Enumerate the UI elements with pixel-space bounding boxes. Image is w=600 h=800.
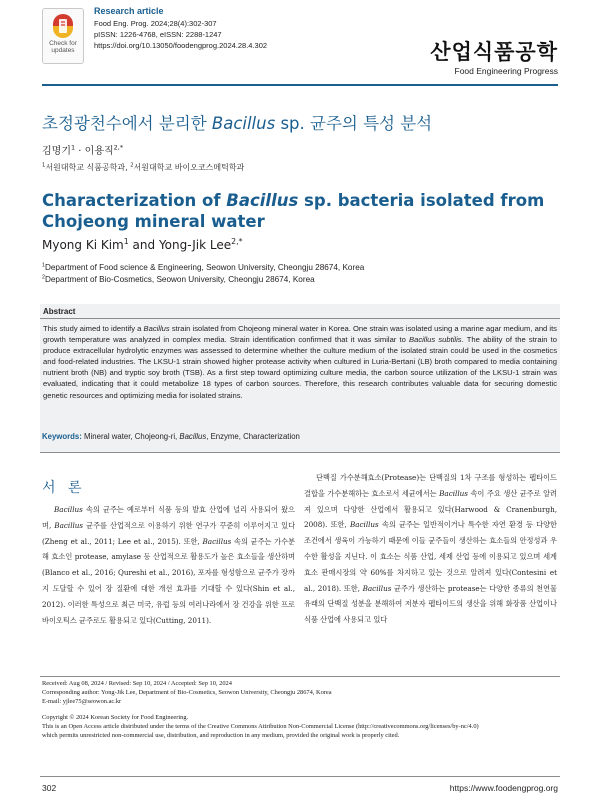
affil-text: Department of Bio-Cosmetics, Seowon University, Cheongju 28674, Korea xyxy=(44,275,315,284)
affil-sup: 2 xyxy=(42,274,45,281)
affil-text: 서원대학교 바이오코스메틱학과 xyxy=(133,163,245,172)
affiliations-korean xyxy=(42,162,244,173)
section-divider xyxy=(40,452,560,453)
keyword-text: , Enzyme, Characterization xyxy=(206,432,300,441)
affil-sup: 2 xyxy=(130,162,134,169)
author-name: Myong Ki Kim xyxy=(42,238,124,252)
article-type: Research article xyxy=(94,6,164,16)
doi-link[interactable]: https://doi.org/10.13050/foodengprog.2024.28.4.302 xyxy=(94,41,268,50)
page-bottom-divider xyxy=(40,776,560,777)
keyword-italic: Bacillus xyxy=(179,432,207,441)
body-column-left xyxy=(42,502,295,628)
author-separator: and xyxy=(128,238,159,252)
body-italic: Bacillus xyxy=(54,520,84,530)
affiliations-english xyxy=(42,262,364,286)
author-name: Yong-Jik Lee xyxy=(158,238,232,252)
journal-website-link[interactable]: https://www.foodengprog.org xyxy=(449,783,558,793)
body-italic: Bacillus xyxy=(202,536,232,546)
body-text: 균주를 산업적으로 이용하기 위한 연구가 꾸준히 이루어지고 있다(Zheng et al., 2011; Lee et al., 2015). 또한, xyxy=(42,520,296,546)
title-korean-part: 초정광천수에서 분리한 xyxy=(42,114,212,133)
title-english-part: Characterization of xyxy=(42,191,227,210)
abstract-heading: Abstract xyxy=(43,307,76,316)
body-column-right xyxy=(304,470,557,628)
abstract-text xyxy=(43,323,557,401)
title-english-part: sp. bacteria isolated from Chojeong mineral water xyxy=(42,191,545,231)
author-name: 김명기 xyxy=(42,146,71,157)
abstract-box xyxy=(40,304,560,452)
check-for-updates-badge[interactable] xyxy=(42,8,84,64)
copyright: Copyright © 2024 Korean Society for Food Engineering. xyxy=(42,713,189,721)
affiliation-line xyxy=(42,262,364,274)
author-name: 이용직 xyxy=(84,146,114,157)
journal-title-korean: 산업식품공학 xyxy=(430,40,558,64)
affil-sup: 1 xyxy=(42,162,46,169)
journal-title-english: Food Engineering Progress xyxy=(454,66,558,76)
title-korean xyxy=(42,110,432,134)
author-separator: · xyxy=(75,146,85,157)
header-divider xyxy=(42,84,558,86)
title-korean-part: sp. 균주의 특성 분석 xyxy=(275,114,433,133)
keywords xyxy=(42,432,300,441)
license-line: which permits unrestricted non-commercial use, distribution, and reproduction in any medium, provided the original work is properly cited. xyxy=(42,732,400,740)
abstract-italic: Bacillus subtilis xyxy=(409,335,462,345)
affiliation-line xyxy=(42,274,364,286)
body-text: 속의 균주는 일반적이거나 특수한 자연 환경 등 다양한 조건에서 생육이 가능하기 때문에 이들 균주들이 생산하는 효소들의 안정성과 우수한 활성을 지닌다. 이 효소는 식품 산업, 세제 산업 등에 이용되고 있으며 세계 효소 판매시장의 약 60%를 차지하고 있는 것으로 알려져 있다(Contesini et al., 2018). 또한, xyxy=(304,520,558,593)
title-english-genus: Bacillus xyxy=(226,191,299,210)
body-text: 속이 주요 생산 균주로 알려져 있으며 다양한 산업에서 활용되고 있다(Harwood & Cranenburgh, 2008). 또한, xyxy=(304,488,557,530)
footnote-divider xyxy=(40,676,560,677)
title-korean-genus: Bacillus xyxy=(211,114,276,133)
footnote-block xyxy=(42,679,562,740)
title-english xyxy=(42,190,562,232)
body-text: 균주가 생산하는 protease는 다양한 종류의 천연물 유래의 단백질 성분을 분해하여 저분자 펩타이드의 생산을 위해 화장품 산업이나 식품 산업에 사용되고 있다 xyxy=(304,583,557,625)
body-italic: Bacillus xyxy=(54,505,83,514)
body-italic: Bacillus xyxy=(349,520,379,530)
article-meta xyxy=(94,5,267,51)
keywords-label: Keywords: xyxy=(42,432,82,441)
page-number: 302 xyxy=(42,783,57,793)
keyword-text: Mineral water, Chojeong-ri, xyxy=(84,432,180,441)
check-for-updates-icon xyxy=(52,13,74,39)
body-text: 속의 균주는 예로부터 식품 등의 발효 산업에 널리 사용되어 왔으며, xyxy=(42,505,295,530)
issn: pISSN: 1226-4768, eISSN: 2288-1247 xyxy=(94,30,222,39)
abstract-part: strain isolated from Chojeong mineral water in Korea. One strain was isolated using a marine agar medium, and its growth temperature was analyzed in complex media. Strain identification confirmed that it was similar to xyxy=(43,324,557,345)
affil-text: 서원대학교 식품공학과, xyxy=(45,163,131,172)
check-for-updates-label: Check for updates xyxy=(49,40,77,54)
abstract-part: This study aimed to identify a xyxy=(43,324,144,333)
author-sup: 1 xyxy=(70,143,76,152)
affil-sup: 1 xyxy=(42,262,45,269)
article-dates: Received: Aug 08, 2024 / Revised: Sep 10, 2024 / Accepted: Sep 10, 2024 xyxy=(42,680,232,687)
abstract-italic: Bacillus xyxy=(143,324,170,333)
body-italic: Bacillus xyxy=(439,488,468,498)
license-line: This is an Open Access article distributed under the terms of the Creative Commons Attribution Non-Commercial License (http://creativecommons.org/licenses/by-nc/4.0) xyxy=(42,722,479,730)
author-sup: 2,* xyxy=(113,143,124,152)
citation: Food Eng. Prog. 2024;28(4):302-307 xyxy=(94,19,217,28)
body-text: 속의 균주는 가수분해 효소인 protease, amylase 등 산업적으로 활용도가 높은 효소들을 생산하며(Blanco et al., 2016; Qureshi et al., 2016), 포자를 형성함으로 균주가 장까지 도달할 수 있어 장 질환에 대한 개선 효과를 기대할 수 있다(Shin et al., 2012). 이러한 특성으로 최근 미국, 유럽 등의 여러나라에서 장 건강을 위한 프로바이오틱스 균주로도 활용되고 있다(Cutting, 2011). xyxy=(42,536,296,625)
authors-korean xyxy=(42,142,123,157)
abstract-part: . The ability of the strain to produce extracellular hydrolytic enzymes was assessed to determine whether the culture medium of the isolated strain could be used in the cosmetics and food-related industries. The LKSU-1 strain showed higher protease activity when cultured in Luria-Bertani (LB) broth compared to media containing nutrient broth (NB) and tryptic soy broth (TSB). As a first step toward optimizing culture media, the carbon source utilization of the LKSU-1 strain was evaluated, indicating that it could metabolize 18 types of carbon sources. Therefore, this research contributes valuable data for securing domestic genetic resources and optimizing media for isolated strains. xyxy=(43,335,557,400)
author-sup: 1 xyxy=(123,237,129,246)
email[interactable]: E-mail: yjlee75@seowon.ac.kr xyxy=(42,698,122,706)
affil-text: Department of Food science & Engineering, Seowon University, Cheongju 28674, Korea xyxy=(44,263,365,272)
corresponding-author: Corresponding author: Yong-Jik Lee, Department of Bio-Cosmetics, Seowon University, Cheongju 28674, Korea xyxy=(42,689,332,697)
introduction-heading: 서 론 xyxy=(42,480,86,496)
author-sup: 2,* xyxy=(231,237,243,246)
body-italic: Bacillus xyxy=(362,583,392,593)
body-text: 단백질 가수분해효소(Protease)는 단백질의 1차 구조를 형성하는 펩타이드 결합을 가수분해하는 효소로서 세균에서는 xyxy=(304,473,557,498)
authors-english xyxy=(42,238,242,252)
abstract-divider xyxy=(40,318,560,319)
